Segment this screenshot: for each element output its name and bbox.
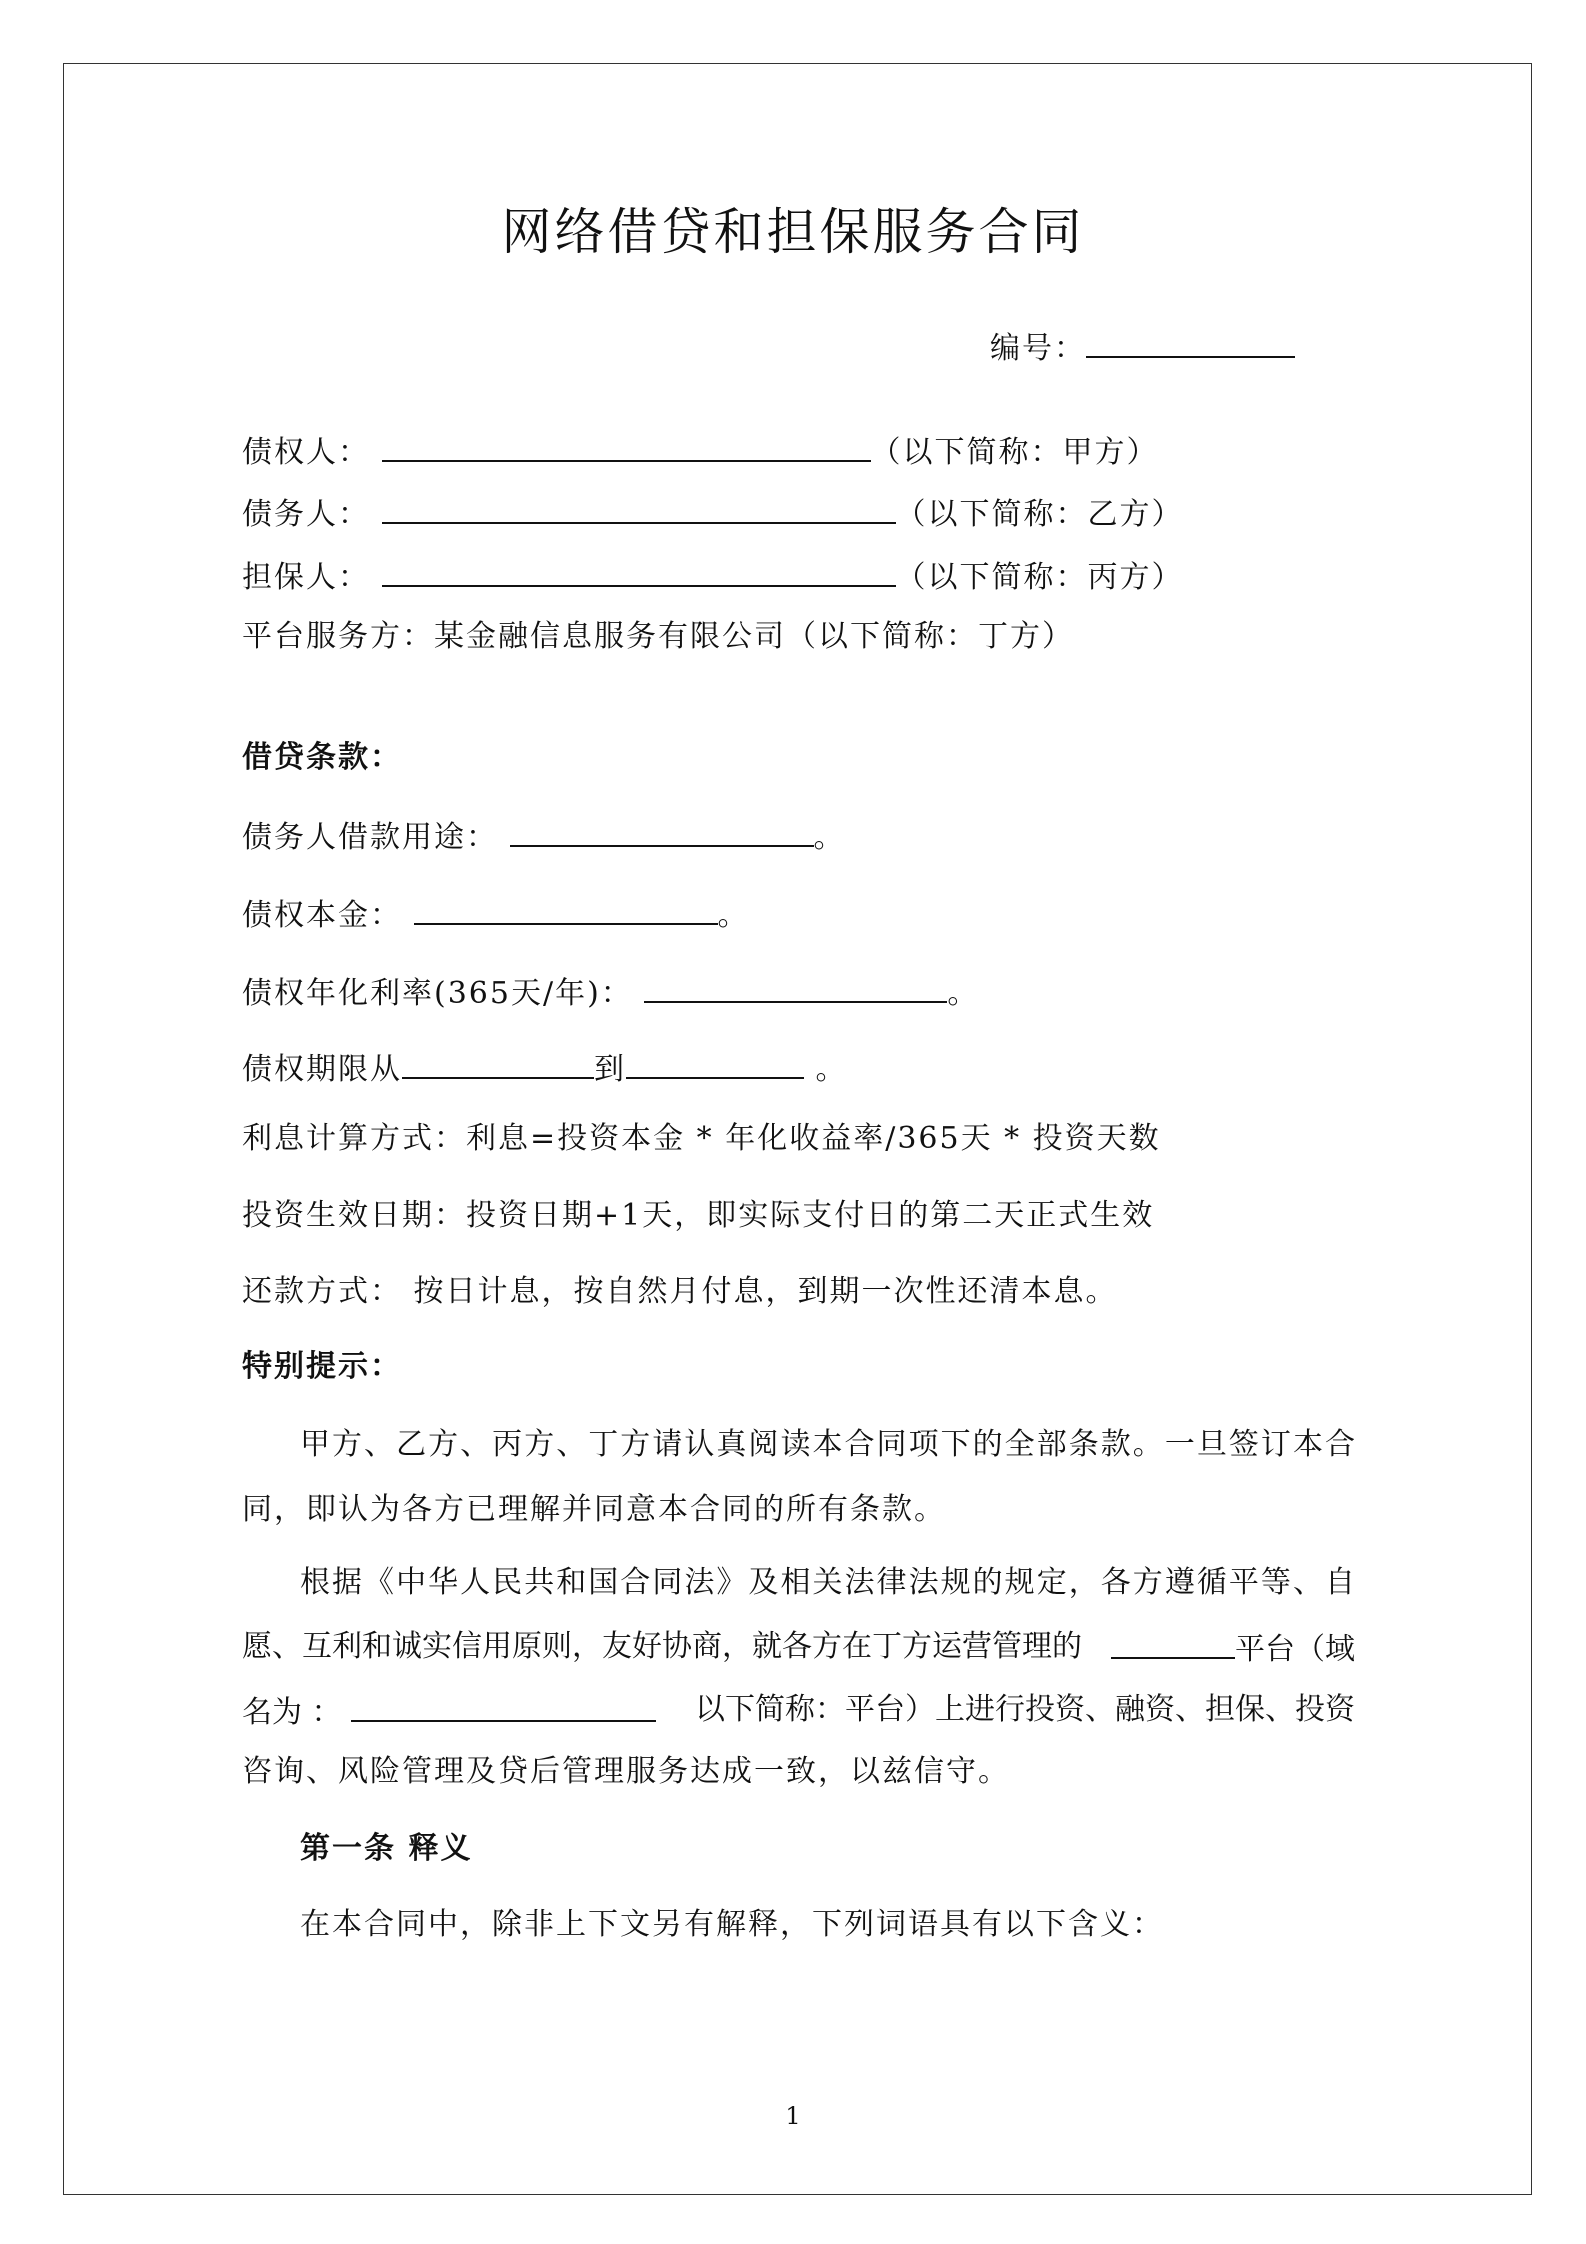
guarantor-label: 担保人： [242,560,370,595]
notice-heading: 特别提示： [242,1349,402,1384]
rate-label: 债权年化利率(365天/年)： [242,976,633,1011]
repayment-line: 还款方式： 按日计息，按自然月付息，到期一次性还清本息。 [242,1274,1118,1309]
page-number: 1 [785,2102,801,2130]
domain-blank[interactable] [351,1690,656,1722]
term-start-blank[interactable] [402,1047,594,1079]
term-end-blank[interactable] [626,1047,804,1079]
rate-line [242,971,979,1014]
principal-label: 债权本金： [242,898,402,933]
notice-p1-line2: 同，即认为各方已理解并同意本合同的所有条款。 [242,1492,946,1527]
guarantor-suffix: （以下简称：丙方） [895,560,1184,595]
purpose-blank[interactable] [510,815,814,847]
guarantor-line [242,555,1184,598]
effective-date-line: 投资生效日期：投资日期+1天，即实际支付日的第二天正式生效 [242,1198,1155,1233]
rate-blank[interactable] [644,971,947,1003]
platform-line: 平台服务方：某金融信息服务有限公司（以下简称：丁方） [242,619,1074,654]
text: 以下简称：平台）上进行投资、融资、担保、投资 [695,1692,1355,1727]
number-label: 编号： [990,331,1086,366]
creditor-blank[interactable] [382,430,871,462]
period: 。 [717,898,750,933]
principal-line [242,893,750,936]
text: 愿、互利和诚实信用原则，友好协商，就各方在丁方运营管理的 [242,1629,1082,1664]
creditor-line [242,430,1159,473]
term-to: 到 [594,1052,626,1087]
interest-calc-line: 利息计算方式：利息=投资本金 * 年化收益率/365天 * 投资天数 [242,1121,1161,1156]
creditor-suffix: （以下简称：甲方） [870,435,1159,470]
term-label: 债权期限从 [242,1052,402,1087]
platform-name-blank[interactable] [1111,1627,1235,1659]
contract-number [990,326,1295,369]
purpose-label: 债务人借款用途： [242,820,498,855]
purpose-line [242,815,846,858]
creditor-label: 债权人： [242,435,370,470]
loan-terms-heading: 借贷条款： [242,740,402,775]
notice-p2-line3 [242,1690,1355,1733]
guarantor-blank[interactable] [382,555,896,587]
period: 。 [947,976,980,1011]
number-blank[interactable] [1086,326,1295,358]
debtor-suffix: （以下简称：乙方） [895,497,1184,532]
debtor-line [242,492,1184,535]
notice-p1-line1: 甲方、乙方、丙方、丁方请认真阅读本合同项下的全部条款。一旦签订本合 [300,1427,1355,1462]
text: 平台（域 [1235,1632,1355,1667]
debtor-label: 债务人： [242,497,370,532]
text: 名为 ： [242,1695,342,1730]
period: 。 [804,1052,848,1087]
article1-heading: 第一条 释义 [300,1831,473,1866]
notice-p2-line4: 咨询、风险管理及贷后管理服务达成一致，以兹信守。 [242,1754,1010,1789]
notice-p2-line2 [242,1627,1355,1670]
article1-intro: 在本合同中，除非上下文另有解释，下列词语具有以下含义： [300,1907,1164,1942]
principal-blank[interactable] [414,893,718,925]
period: 。 [813,820,846,855]
document-title: 网络借贷和担保服务合同 [501,203,1085,261]
term-line [242,1047,848,1090]
debtor-blank[interactable] [382,492,896,524]
notice-p2-line1: 根据《中华人民共和国合同法》及相关法律法规的规定，各方遵循平等、自 [300,1565,1355,1600]
